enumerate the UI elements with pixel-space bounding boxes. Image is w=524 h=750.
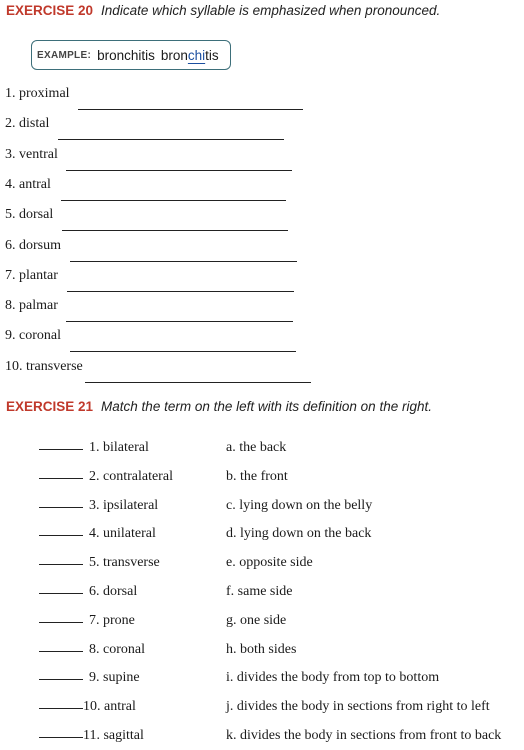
match-term: 4. unilateral: [89, 526, 156, 542]
match-row: [0, 555, 524, 577]
answer-blank[interactable]: [39, 679, 83, 680]
exercise-20-instruction: Indicate which syllable is emphasized when pronounced.: [101, 3, 441, 18]
match-row: [0, 613, 524, 635]
match-term: 8. coronal: [89, 641, 145, 657]
match-term: 1. bilateral: [89, 440, 149, 455]
exercise-20-item-label: 3. ventral: [5, 146, 58, 162]
match-row: [0, 469, 524, 491]
exercise-20-item-label: 1. proximal: [5, 86, 70, 101]
answer-blank[interactable]: [39, 507, 83, 508]
answer-line[interactable]: [62, 230, 288, 231]
exercise-20-item: [0, 207, 524, 233]
match-definition: a. the back: [226, 440, 287, 455]
answer-line[interactable]: [66, 170, 292, 171]
exercise-20-item: [0, 86, 524, 112]
match-definition: h. both sides: [226, 641, 297, 657]
match-term: 2. contralateral: [89, 468, 173, 484]
match-term: 6. dorsal: [89, 584, 138, 599]
match-definition: i. divides the body from top to bottom: [226, 670, 440, 686]
exercise-20-item-label: 8. palmar: [5, 298, 58, 314]
exercise-21-heading: [6, 399, 432, 414]
example-answer-pre: bron: [160, 47, 188, 63]
answer-blank[interactable]: [39, 622, 83, 623]
example-label: EXAMPLE:: [37, 49, 92, 61]
exercise-20-item-label: 6. dorsum: [5, 237, 61, 253]
match-row: [0, 584, 524, 606]
answer-line[interactable]: [70, 351, 296, 352]
exercise-20-item: [0, 268, 524, 294]
match-definition: b. the front: [226, 468, 288, 484]
answer-line[interactable]: [61, 200, 286, 201]
answer-blank[interactable]: [39, 651, 83, 652]
exercise-20-item-label: 2. distal: [5, 116, 50, 132]
match-row: [0, 728, 524, 750]
exercise-20-item: [0, 328, 524, 354]
exercise-20-number: EXERCISE 20: [6, 3, 94, 18]
exercise-20-heading: [6, 3, 440, 18]
match-definition: e. opposite side: [226, 555, 313, 571]
exercise-20-item-label: 5. dorsal: [5, 207, 54, 223]
answer-blank[interactable]: [39, 564, 83, 565]
match-term: 9. supine: [89, 670, 140, 686]
exercise-21-number: EXERCISE 21: [6, 399, 94, 414]
match-term: 11. sagittal: [83, 728, 144, 743]
answer-blank[interactable]: [39, 478, 83, 479]
match-definition: c. lying down on the belly: [226, 497, 373, 513]
answer-blank[interactable]: [39, 593, 83, 594]
example-answer: [161, 48, 219, 63]
match-term: 5. transverse: [89, 555, 160, 571]
example-box: [31, 40, 231, 70]
answer-blank[interactable]: [39, 535, 83, 536]
exercise-20-item-label: 9. coronal: [5, 328, 61, 344]
example-word: bronchitis: [97, 47, 155, 63]
match-definition: f. same side: [226, 584, 293, 599]
exercise-21-instruction: Match the term on the left with its definition on the right.: [101, 399, 432, 414]
exercise-20-item: [0, 359, 524, 385]
exercise-20-item-label: 4. antral: [5, 176, 51, 192]
exercise-20-item: [0, 177, 524, 203]
match-definition: k. divides the body in sections from front to back: [226, 728, 502, 743]
example-stressed-syllable: chi: [187, 47, 206, 63]
answer-line[interactable]: [58, 139, 284, 140]
match-term: 10. antral: [83, 699, 136, 715]
answer-line[interactable]: [70, 261, 297, 262]
answer-blank[interactable]: [39, 449, 83, 450]
answer-blank[interactable]: [39, 737, 83, 738]
match-term: 3. ipsilateral: [89, 497, 159, 513]
exercise-20-item: [0, 147, 524, 173]
answer-line[interactable]: [67, 291, 294, 292]
match-row: [0, 498, 524, 520]
exercise-20-item-label: 7. plantar: [5, 267, 58, 283]
exercise-20-item: [0, 116, 524, 142]
exercise-20-item: [0, 298, 524, 324]
answer-blank[interactable]: [39, 708, 83, 709]
answer-line[interactable]: [85, 382, 311, 383]
match-definition: j. divides the body in sections from right to left: [226, 699, 490, 715]
match-row: [0, 642, 524, 664]
match-row: [0, 670, 524, 692]
match-row: [0, 440, 524, 462]
match-definition: d. lying down on the back: [226, 526, 372, 542]
match-term: 7. prone: [89, 612, 135, 628]
exercise-20-item-label: 10. transverse: [5, 358, 83, 374]
example-answer-post: tis: [205, 47, 219, 63]
match-row: [0, 526, 524, 548]
answer-line[interactable]: [66, 321, 293, 322]
answer-line[interactable]: [78, 109, 303, 110]
match-definition: g. one side: [226, 612, 287, 628]
exercise-20-item: [0, 238, 524, 264]
match-row: [0, 699, 524, 721]
